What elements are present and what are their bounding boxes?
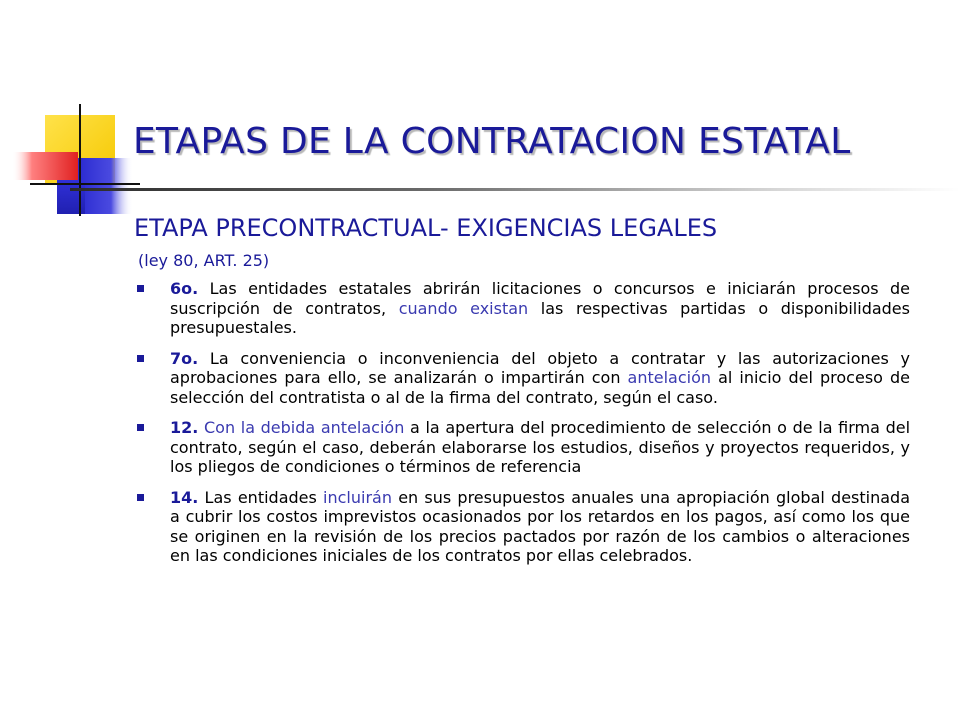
bullet-square-icon <box>137 285 144 292</box>
deco-horizontal-line <box>30 183 140 185</box>
requirements-list <box>130 279 910 577</box>
slide-title: ETAPAS DE LA CONTRATACION ESTATAL <box>133 121 851 162</box>
item-highlight: cuando existan <box>398 298 529 318</box>
list-item <box>130 488 910 566</box>
list-item <box>130 279 910 338</box>
deco-red-bar <box>12 152 78 180</box>
item-text: las respectivas partidas o disponibilidades presupuestales. <box>170 298 910 337</box>
title-underline-rule <box>70 188 960 191</box>
item-text: en sus presupuestos anuales una apropiación global destinada a cubrir los costos imprevistos ocasionados por los retardos en los pagos, así como los que se originen en la revisión de los precios pactados por razón de los cambios o alteraciones en las condiciones iniciales de los contratos por ellas celebrados. <box>170 487 910 565</box>
item-number: 6o. <box>170 279 199 298</box>
item-highlight: incluirán <box>323 487 392 507</box>
item-number: 12. <box>170 418 199 437</box>
bullet-square-icon <box>137 494 144 501</box>
item-text: al inicio del proceso de selección del contratista o al de la firma del contrato, según el caso. <box>170 368 910 407</box>
slide-subtitle: ETAPA PRECONTRACTUAL- EXIGENCIAS LEGALES <box>134 214 718 242</box>
bullet-square-icon <box>137 355 144 362</box>
item-text: Las entidades estatales abrirán licitaciones o concursos e iniciarán procesos de suscripción de contratos, <box>170 279 910 318</box>
bullet-square-icon <box>137 424 144 431</box>
item-text: La conveniencia o inconveniencia del objeto a contratar y las autorizaciones y aprobaciones para ello, se analizarán o impartirán con <box>170 348 910 387</box>
item-text: Las entidades <box>198 487 324 507</box>
decorative-corner-graphic <box>0 0 140 230</box>
list-item <box>130 349 910 408</box>
item-number: 14. <box>170 487 199 507</box>
item-number: 7o. <box>170 348 199 368</box>
item-highlight: antelación <box>627 368 712 387</box>
law-reference: (ley 80, ART. 25) <box>138 251 270 270</box>
deco-vertical-line <box>79 104 81 216</box>
item-highlight: Con la debida antelación <box>204 418 405 437</box>
list-item <box>130 418 910 477</box>
deco-blue-block <box>78 158 133 214</box>
item-text: a la apertura del procedimiento de selección o de la firma del contrato, según el caso, deberán elaborarse los estudios, diseños y proyectos requeridos, y los pliegos de condiciones o términos de referencia <box>170 418 911 476</box>
